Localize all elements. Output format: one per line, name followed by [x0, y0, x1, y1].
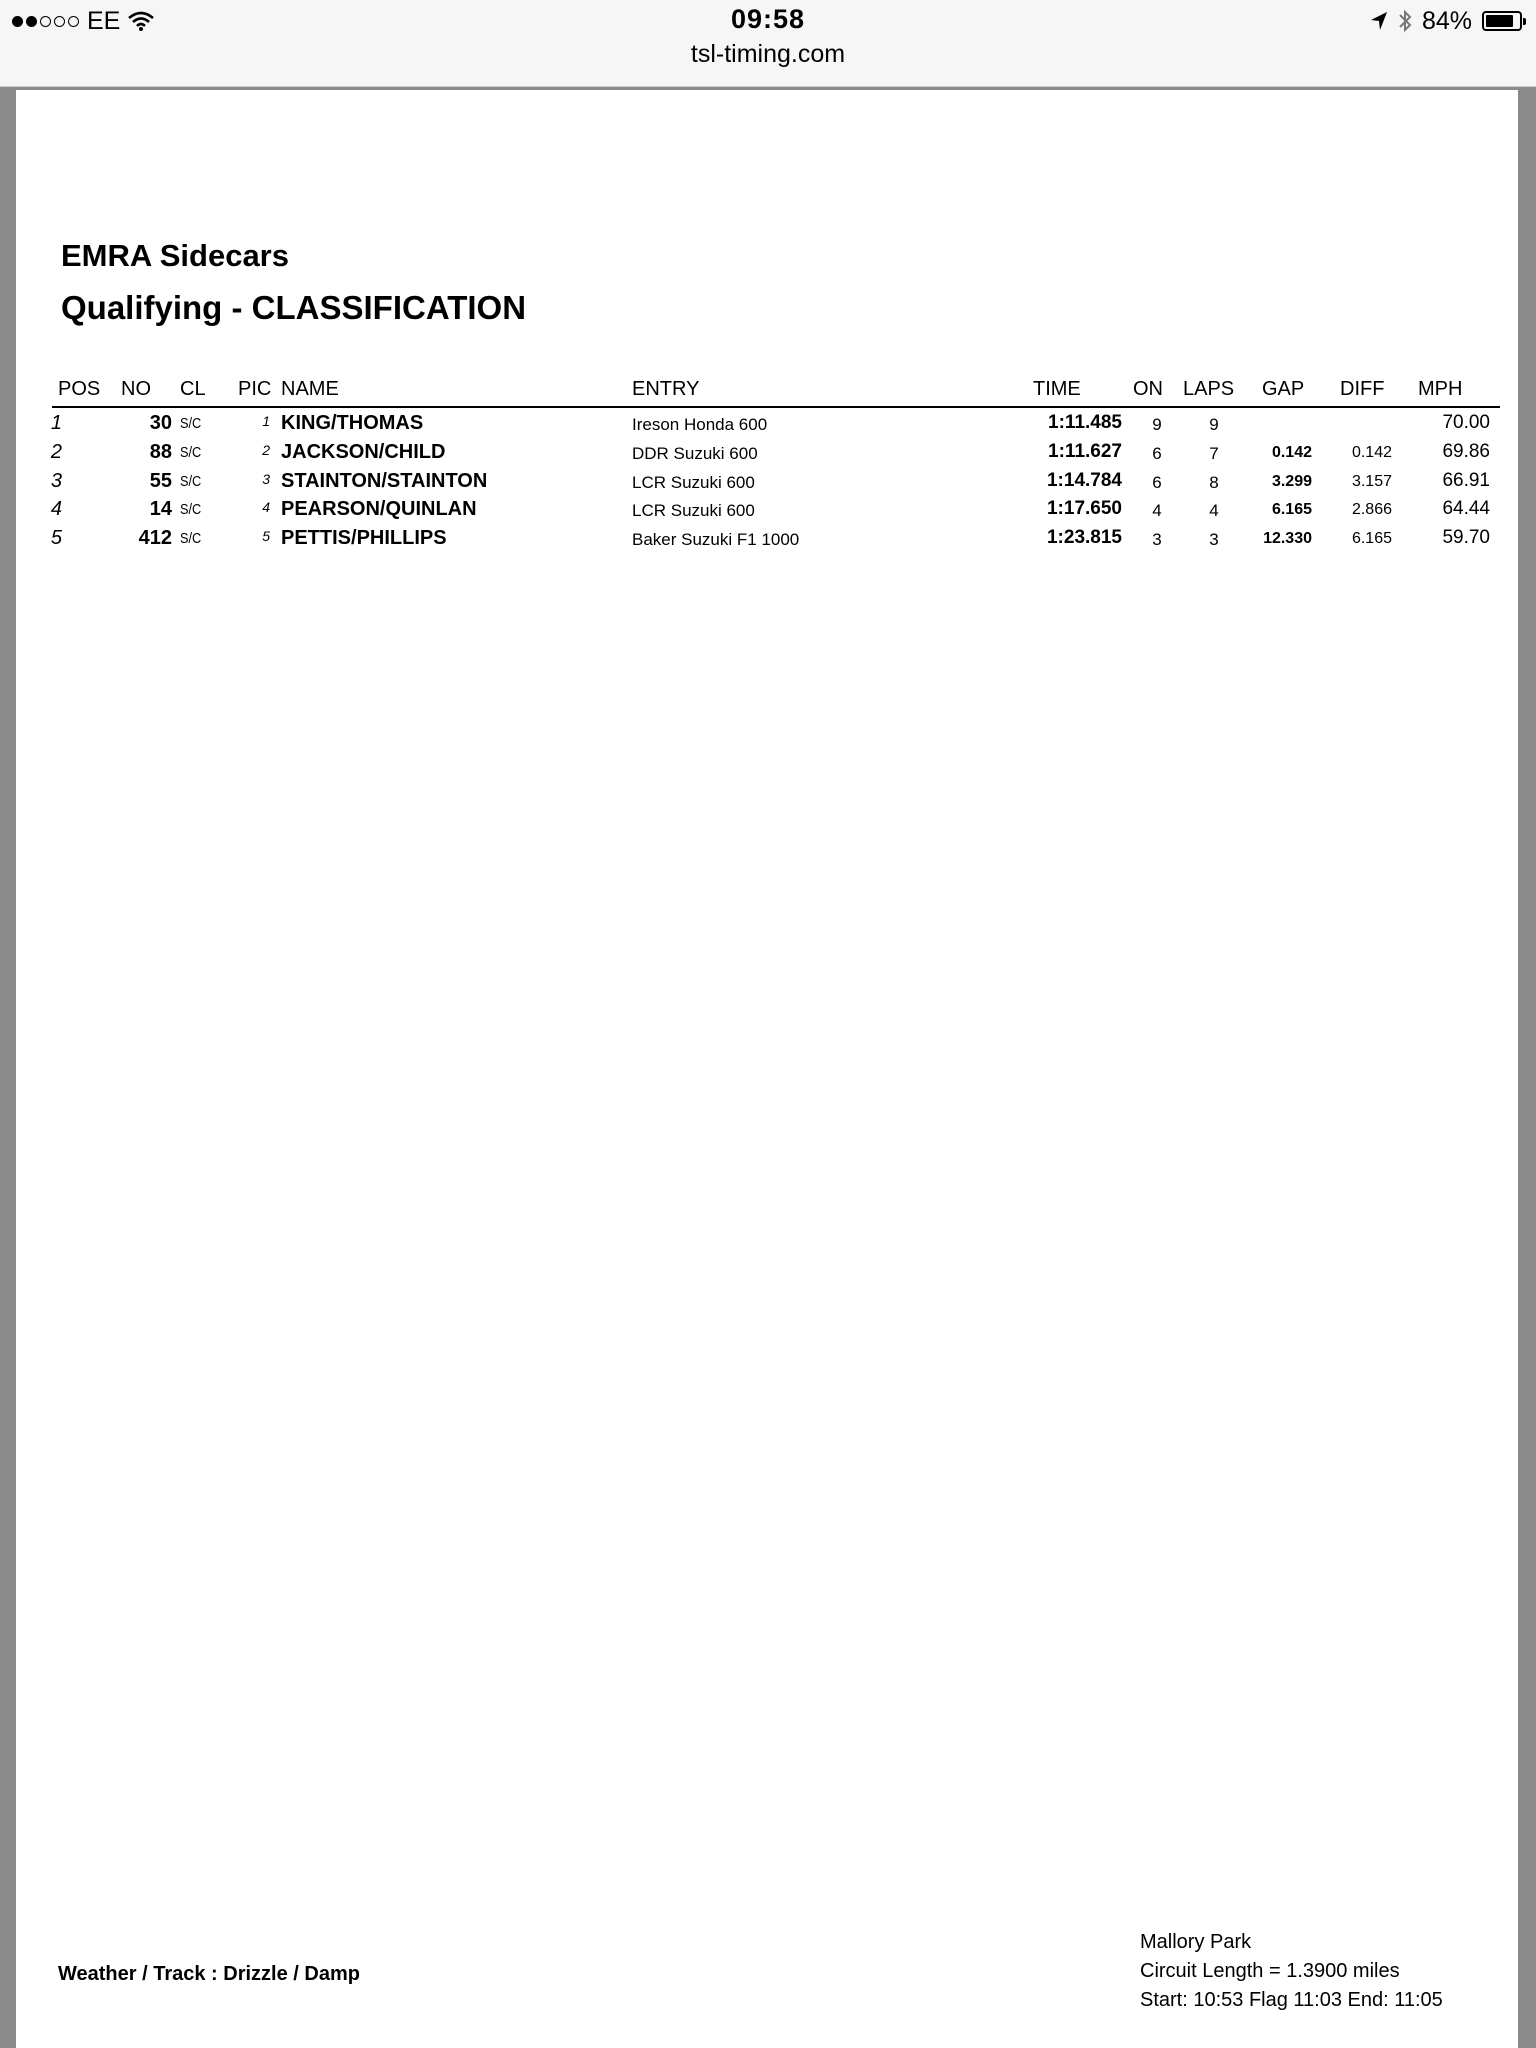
header-on: ON [1133, 378, 1163, 400]
cell-name: PETTIS/PHILLIPS [281, 527, 447, 549]
cell-name: PEARSON/QUINLAN [281, 498, 477, 520]
header-divider [52, 406, 1500, 408]
header-diff: DIFF [1340, 378, 1385, 400]
cell-no: 55 [149, 470, 172, 492]
session-times: Start: 10:53 Flag 11:03 End: 11:05 [1140, 1989, 1443, 2011]
location-arrow-icon [1370, 11, 1388, 31]
cell-diff: 3.157 [1351, 473, 1392, 490]
cell-time: 1:23.815 [1046, 527, 1122, 548]
cell-pos: 5 [50, 527, 62, 549]
cell-gap: 6.165 [1271, 501, 1312, 518]
header-pos: POS [58, 378, 101, 400]
cell-mph: 59.70 [1442, 527, 1490, 548]
cell-laps: 9 [1209, 415, 1219, 434]
cell-laps: 7 [1209, 444, 1219, 463]
battery-percent: 84% [1421, 6, 1472, 35]
cell-pos: 2 [50, 441, 62, 463]
header-time: TIME [1033, 378, 1081, 400]
cell-mph: 70.00 [1442, 412, 1490, 433]
cell-name: KING/THOMAS [281, 412, 424, 434]
battery-fill [1486, 15, 1513, 27]
cell-no: 88 [149, 441, 172, 463]
header-laps: LAPS [1183, 378, 1235, 400]
header-gap: GAP [1262, 378, 1305, 400]
cell-pos: 4 [50, 498, 62, 520]
cell-no: 30 [149, 412, 172, 434]
address-bar[interactable]: tsl-timing.com [690, 40, 846, 68]
cell-diff: 6.165 [1351, 530, 1392, 547]
header-pic: PIC [238, 378, 272, 400]
header-mph: MPH [1418, 378, 1463, 400]
cell-cl: S/C [180, 473, 202, 490]
cell-laps: 8 [1209, 473, 1219, 492]
cell-on: 6 [1152, 473, 1162, 492]
cell-no: 14 [149, 498, 172, 520]
cell-entry: Baker Suzuki F1 1000 [632, 530, 800, 549]
cell-pos: 3 [50, 470, 62, 492]
cell-pos: 1 [50, 412, 62, 434]
cell-mph: 64.44 [1442, 498, 1490, 519]
cell-pic: 3 [262, 471, 270, 487]
cell-mph: 66.91 [1442, 470, 1490, 491]
cell-name: STAINTON/STAINTON [281, 470, 488, 492]
session-title: Qualifying - CLASSIFICATION [61, 289, 527, 326]
battery-icon [1482, 11, 1522, 31]
cell-on: 9 [1152, 415, 1162, 434]
cell-on: 4 [1152, 501, 1162, 520]
cell-time: 1:14.784 [1046, 470, 1122, 491]
cell-time: 1:17.650 [1046, 498, 1122, 519]
cell-pic: 4 [262, 499, 270, 515]
cell-cl: S/C [180, 530, 202, 547]
cell-on: 6 [1152, 444, 1162, 463]
cell-entry: DDR Suzuki 600 [632, 444, 758, 463]
cell-entry: Ireson Honda 600 [632, 415, 768, 434]
status-right [1370, 6, 1522, 36]
cell-gap: 3.299 [1271, 473, 1312, 490]
cell-gap: 0.142 [1271, 444, 1312, 461]
cell-time: 1:11.627 [1048, 441, 1122, 462]
cell-diff: 2.866 [1351, 501, 1392, 518]
cell-cl: S/C [180, 444, 202, 461]
cell-name: JACKSON/CHILD [281, 441, 446, 463]
cell-entry: LCR Suzuki 600 [632, 473, 755, 492]
cell-gap: 12.330 [1263, 530, 1312, 547]
cell-cl: S/C [180, 415, 202, 432]
cell-pic: 1 [262, 413, 270, 429]
header-entry: ENTRY [632, 378, 700, 400]
series-title: EMRA Sidecars [61, 238, 289, 273]
cell-pic: 5 [262, 528, 270, 544]
carrier-label: EE [87, 6, 121, 35]
circuit-length: Circuit Length = 1.3900 miles [1140, 1960, 1400, 1982]
cell-entry: LCR Suzuki 600 [632, 501, 755, 520]
cell-laps: 4 [1209, 501, 1219, 520]
cell-diff: 0.142 [1351, 444, 1392, 461]
cell-time: 1:11.485 [1048, 412, 1122, 433]
cell-laps: 3 [1209, 530, 1219, 549]
header-cl: CL [180, 378, 206, 400]
header-name: NAME [281, 378, 339, 400]
clock: 09:58 [730, 4, 806, 34]
cell-no: 412 [138, 527, 172, 549]
header-no: NO [121, 378, 151, 400]
circuit-name: Mallory Park [1140, 1931, 1252, 1953]
cell-pic: 2 [262, 442, 270, 458]
status-bar [0, 0, 1536, 87]
cell-on: 3 [1152, 530, 1162, 549]
circuit-info [1140, 1928, 1443, 2015]
weather-track: Weather / Track : Drizzle / Damp [58, 1963, 360, 1985]
cell-mph: 69.86 [1442, 441, 1490, 462]
document-page [16, 90, 1518, 2048]
cell-cl: S/C [180, 501, 202, 518]
bluetooth-icon [1398, 9, 1412, 33]
